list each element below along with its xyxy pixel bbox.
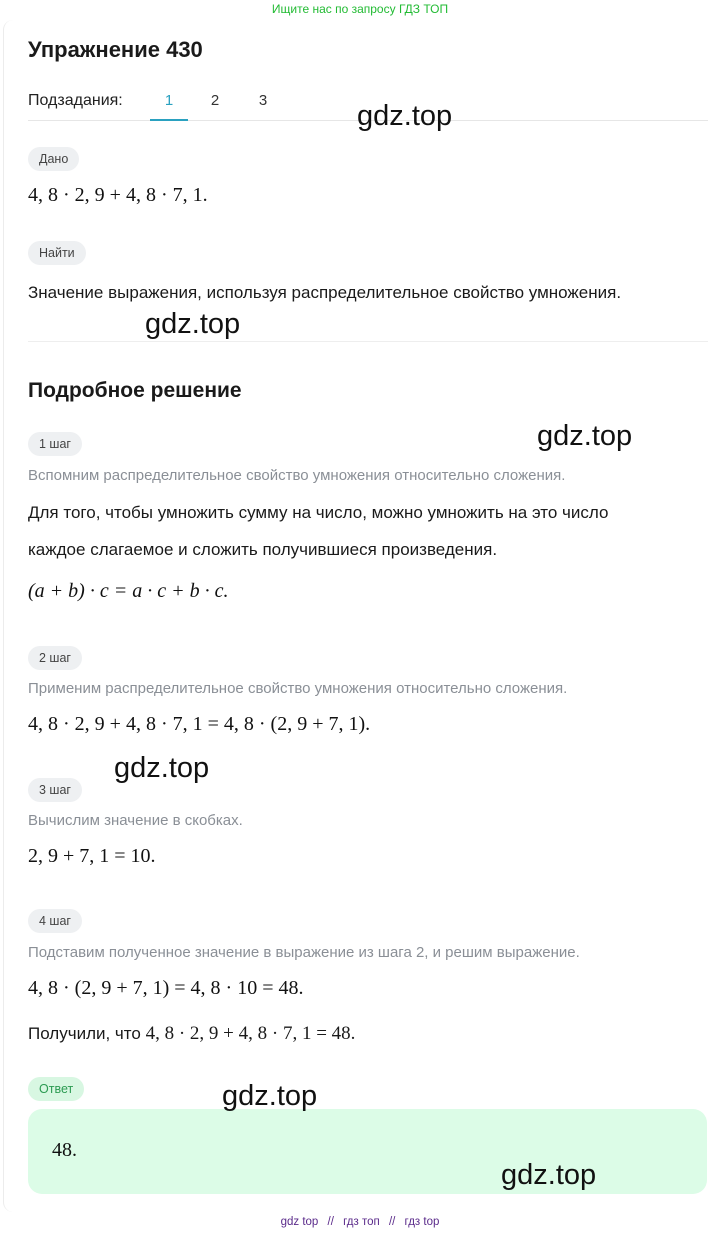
step-4-result-prefix: Получили, что xyxy=(28,1024,141,1043)
answer-chip: Ответ xyxy=(28,1077,84,1101)
step-1-formula: (a + b) · c = a · c + b · c. xyxy=(28,580,229,602)
watermark: gdz.top xyxy=(501,1159,597,1191)
step-4-chip: 4 шаг xyxy=(28,909,82,933)
active-tab-indicator xyxy=(150,119,188,121)
step-2-chip: 2 шаг xyxy=(28,646,82,670)
step-1-chip: 1 шаг xyxy=(28,432,82,456)
find-chip: Найти xyxy=(28,241,86,265)
step-3-hint: Вычислим значение в скобках. xyxy=(28,812,243,829)
watermark: gdz.top xyxy=(357,100,453,132)
step-3-chip: 3 шаг xyxy=(28,778,82,802)
answer-value: 48. xyxy=(52,1139,77,1161)
watermark: gdz.top xyxy=(537,420,633,452)
watermark: gdz.top xyxy=(145,308,241,340)
watermark: gdz.top xyxy=(114,752,210,784)
step-2-hint: Применим распределительное свойство умножения относительно сложения. xyxy=(28,680,568,697)
footer-links xyxy=(0,1216,720,1228)
section-divider xyxy=(28,341,708,342)
watermark: gdz.top xyxy=(222,1080,318,1112)
step-1-text-line-2: каждое слагаемое и сложить получившиеся произведения. xyxy=(28,540,498,559)
given-expression: 4, 8 · 2, 9 + 4, 8 · 7, 1. xyxy=(28,184,208,206)
step-1-hint: Вспомним распределительное свойство умножения относительно сложения. xyxy=(28,467,566,484)
answer-box xyxy=(28,1109,707,1194)
find-text: Значение выражения, используя распределительное свойство умножения. xyxy=(28,283,622,302)
tab-subtask-2[interactable]: 2 xyxy=(210,92,220,109)
given-chip: Дано xyxy=(28,147,79,171)
subtasks-label: Подзадания: xyxy=(28,92,123,109)
tab-subtask-3[interactable]: 3 xyxy=(258,92,268,109)
step-4-expression: 4, 8 · (2, 9 + 7, 1) = 4, 8 · 10 = 48. xyxy=(28,977,304,999)
footer-link-3[interactable]: гдз top xyxy=(404,1216,440,1228)
solution-title: Подробное решение xyxy=(28,379,242,402)
top-search-banner[interactable]: Ищите нас по запросу ГДЗ ТОП xyxy=(271,2,449,16)
step-4-hint: Подставим полученное значение в выражение из шага 2, и решим выражение. xyxy=(28,944,580,961)
footer-separator: // xyxy=(388,1216,396,1228)
step-4-result-expression: 4, 8 · 2, 9 + 4, 8 · 7, 1 = 48. xyxy=(145,1023,356,1044)
step-3-expression: 2, 9 + 7, 1 = 10. xyxy=(28,845,156,867)
tab-subtask-1[interactable]: 1 xyxy=(164,92,174,109)
footer-link-2[interactable]: гдз топ xyxy=(343,1216,380,1228)
exercise-title: Упражнение 430 xyxy=(28,37,203,62)
step-1-text-line-1: Для того, чтобы умножить сумму на число, можно умножить на это число xyxy=(28,503,609,522)
footer-link-1[interactable]: gdz top xyxy=(280,1216,319,1228)
footer-separator: // xyxy=(327,1216,334,1228)
step-4-result xyxy=(28,1023,355,1045)
step-2-expression: 4, 8 · 2, 9 + 4, 8 · 7, 1 = 4, 8 · (2, 9 + 7, 1). xyxy=(28,713,371,735)
